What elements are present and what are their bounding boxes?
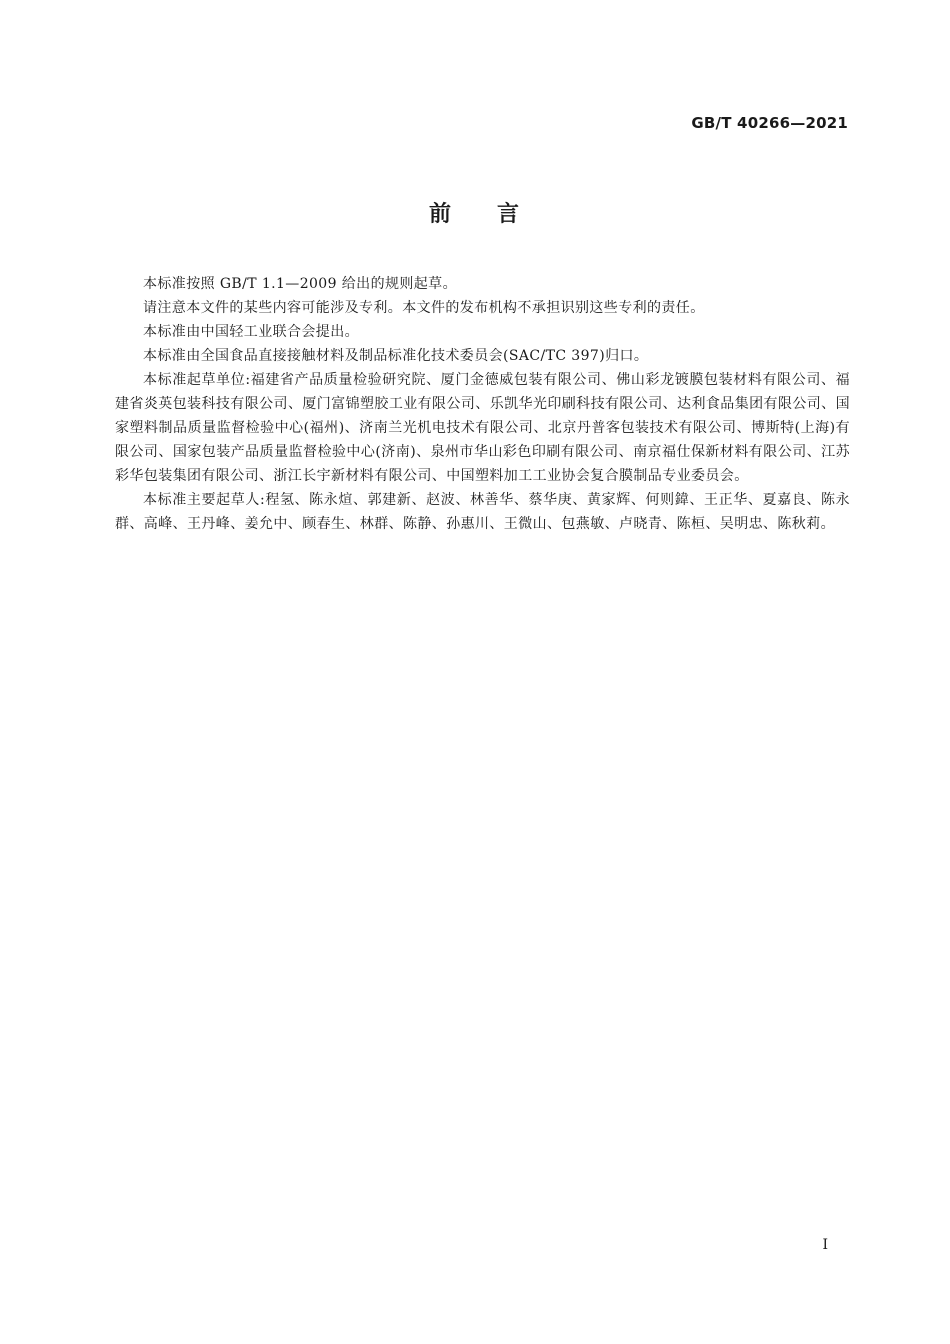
page-title: [0, 197, 950, 228]
title-char-1: 前: [428, 202, 453, 227]
paragraph-drafting-rules: 本标准按照 GB/T 1.1—2009 给出的规则起草。: [143, 276, 457, 292]
paragraph-drafters: 本标准主要起草人:程氢、陈永煊、郭建新、赵波、林善华、蔡华庚、黄家辉、何则鍏、王正华、夏嘉良、陈永群、高峰、王丹峰、姜允中、顾春生、林群、陈静、孙惠川、王微山、包燕敏、卢晓青、陈桓、吴明忠、陈秋莉。: [115, 492, 850, 532]
paragraph-patent-notice: 请注意本文件的某些内容可能涉及专利。本文件的发布机构不承担识别这些专利的责任。: [143, 300, 705, 316]
paragraph-proposer: 本标准由中国轻工业联合会提出。: [143, 324, 359, 340]
page-number: I: [822, 1237, 828, 1253]
paragraph-drafting-units: 本标准起草单位:福建省产品质量检验研究院、厦门金德威包装有限公司、佛山彩龙镀膜包装材料有限公司、福建省炎英包装科技有限公司、厦门富锦塑胶工业有限公司、乐凯华光印刷科技有限公司、达利食品集团有限公司、国家塑料制品质量监督检验中心(福州)、济南兰光机电技术有限公司、北京丹普客包装技术有限公司、博斯特(上海)有限公司、国家包装产品质量监督检验中心(济南)、泉州市华山彩色印刷有限公司、南京福仕保新材料有限公司、江苏彩华包装集团有限公司、浙江长宇新材料有限公司、中国塑料加工工业协会复合膜制品专业委员会。: [115, 372, 850, 484]
paragraph-committee: 本标准由全国食品直接接触材料及制品标准化技术委员会(SAC/TC 397)归口。: [143, 348, 649, 364]
foreword-body: [115, 272, 850, 536]
standard-number: GB/T 40266—2021: [691, 114, 848, 132]
title-char-2: 言: [497, 202, 522, 227]
